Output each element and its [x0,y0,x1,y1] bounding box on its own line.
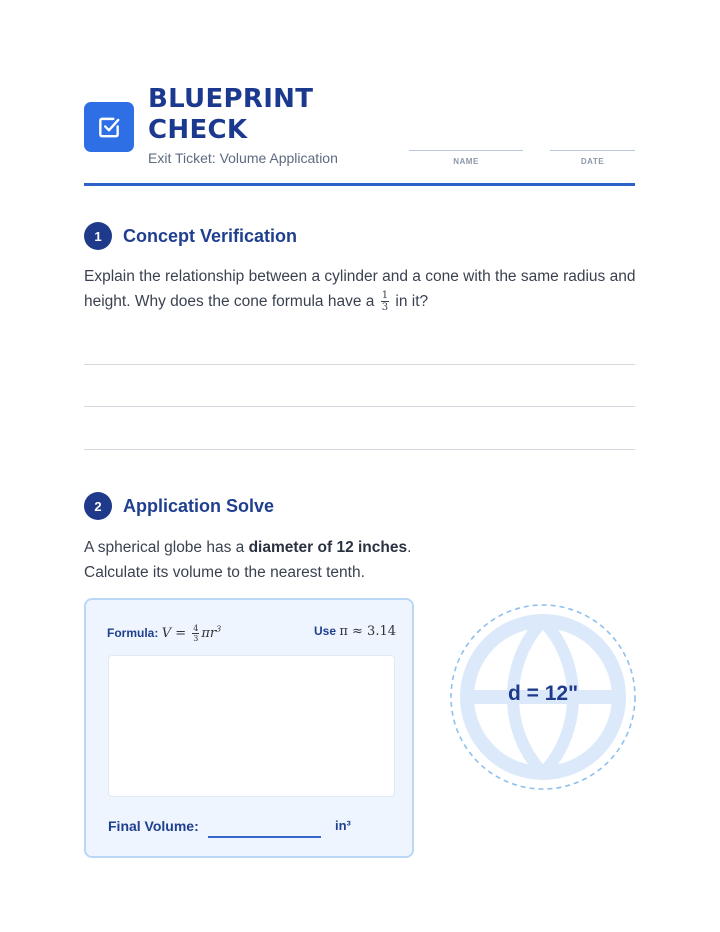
formula-label: Formula: [107,626,159,640]
fraction-denominator: 3 [381,302,389,314]
section-2-title: Application Solve [123,496,275,516]
prompt-period: . [407,539,412,556]
final-volume-input[interactable] [208,836,321,838]
name-label: NAME [453,157,479,166]
title-line-1: BLUEPRINT [148,84,314,114]
answer-line-1[interactable] [84,364,635,365]
check-square-icon [96,114,122,140]
answer-line-3[interactable] [84,449,635,450]
section-1-badge: 1 [84,222,112,250]
work-space[interactable] [108,655,395,797]
formula-frac-num: 4 [193,624,199,633]
section-2-prompt [84,535,644,585]
pi-label: Use [314,624,337,638]
pi-value: π ≈ 3.14 [339,624,397,639]
final-volume-unit: in³ [335,818,351,833]
formula-exponent: 3 [216,624,222,634]
formula-rhs: πr [201,626,217,641]
date-field[interactable] [550,150,635,166]
title-line-2: CHECK [148,115,248,145]
final-volume-label: Final Volume: [108,818,199,834]
date-label: DATE [580,157,605,166]
prompt-text-1: A spherical globe has a [84,539,245,556]
globe-diameter-label: d = 12" [507,682,579,705]
page-title [148,84,313,146]
formula-row [107,624,221,643]
fraction-numerator: 1 [381,290,389,302]
answer-line-2[interactable] [84,406,635,407]
section-1-title: Concept Verification [123,226,298,246]
name-field[interactable] [409,150,523,166]
page-subtitle: Exit Ticket: Volume Application [148,150,338,166]
four-thirds-fraction [192,624,199,643]
section-1-prompt [84,264,644,314]
formula-math [162,626,222,641]
logo-badge [84,102,134,152]
prompt-text-2: Calculate its volume to the nearest tenth. [84,564,365,581]
header-divider [84,183,635,186]
prompt-text-1: Explain the relationship between a cylinder and a cone with the same radius and height. Why does the cone formula have a [84,268,636,310]
formula-lhs: V = [161,626,187,641]
one-third-fraction [381,290,389,313]
formula-frac-den: 3 [193,634,199,643]
prompt-highlight: diameter of 12 inches [248,539,408,556]
prompt-text-2: in it? [395,293,429,310]
pi-row [314,624,396,639]
section-2-badge: 2 [84,492,112,520]
